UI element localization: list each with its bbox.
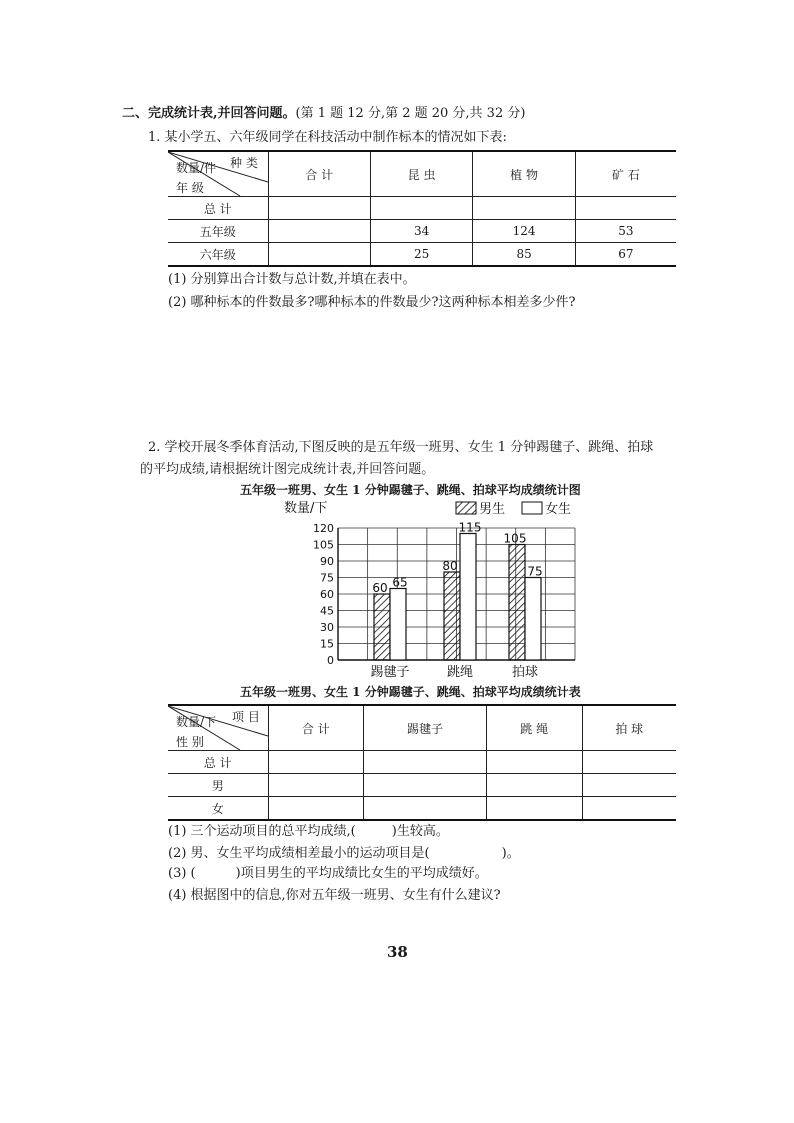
page-number: 38 bbox=[387, 943, 408, 961]
answer-cell[interactable] bbox=[370, 197, 472, 220]
answer-cell[interactable] bbox=[268, 797, 364, 821]
corner-top-label: 项 目 bbox=[232, 710, 260, 724]
q2-sub3 bbox=[168, 866, 488, 882]
corner-middle-label: 数量/件 bbox=[176, 161, 217, 175]
table-row bbox=[168, 197, 676, 220]
y-tick-label: 30 bbox=[320, 621, 334, 634]
answer-cell[interactable] bbox=[486, 774, 582, 797]
answer-cell[interactable] bbox=[486, 751, 582, 774]
data-label: 75 bbox=[527, 564, 543, 579]
answer-cell[interactable] bbox=[268, 197, 370, 220]
answer-cell[interactable] bbox=[268, 220, 370, 243]
chart-title: 五年级一班男、女生 1 分钟踢毽子、跳绳、拍球平均成绩统计图 bbox=[240, 483, 581, 497]
corner-bottom-label: 性 别 bbox=[176, 735, 204, 749]
column-header: 植 物 bbox=[473, 151, 575, 197]
q2-sub2 bbox=[168, 846, 520, 862]
corner-top-label: 种 类 bbox=[230, 156, 258, 170]
legend-label-girls: 女生 bbox=[545, 502, 572, 517]
bar-boys bbox=[444, 572, 460, 660]
answer-cell[interactable] bbox=[268, 243, 370, 267]
legend-swatch-boys bbox=[456, 502, 476, 514]
row-label: 男 bbox=[168, 774, 268, 797]
data-label: 115 bbox=[458, 520, 482, 535]
corner-middle-label: 数量/下 bbox=[176, 715, 217, 729]
sports-table bbox=[168, 704, 676, 821]
q1-stem: 1. 某小学五、六年级同学在科技活动中制作标本的情况如下表: bbox=[148, 130, 507, 145]
section-title: 二、完成统计表,并回答问题。 bbox=[122, 106, 296, 121]
data-label: 65 bbox=[392, 575, 408, 590]
q2-stem-line2: 的平均成绩,请根据统计图完成统计表,并回答问题。 bbox=[140, 462, 435, 477]
y-axis-label: 数量/下 bbox=[284, 501, 328, 516]
bar-girls bbox=[460, 534, 476, 661]
q2-sub1 bbox=[168, 824, 449, 840]
answer-cell[interactable] bbox=[575, 197, 676, 220]
bar-girls bbox=[525, 578, 541, 661]
answer-cell[interactable] bbox=[486, 797, 582, 821]
column-header: 合 计 bbox=[268, 151, 370, 197]
bar-boys bbox=[374, 594, 390, 660]
y-tick-label: 105 bbox=[313, 538, 334, 552]
q2-sub1-prefix: (1) 三个运动项目的总平均成绩,( bbox=[168, 824, 356, 839]
row-label: 六年级 bbox=[168, 243, 268, 267]
specimen-table bbox=[168, 150, 676, 267]
bar-chart bbox=[270, 496, 590, 682]
data-label: 105 bbox=[503, 531, 527, 546]
legend-label-boys: 男生 bbox=[479, 502, 506, 517]
row-label: 女 bbox=[168, 797, 268, 821]
column-header: 拍 球 bbox=[582, 705, 676, 751]
y-tick-label: 90 bbox=[320, 555, 334, 568]
column-header: 踢毽子 bbox=[364, 705, 487, 751]
data-label: 80 bbox=[442, 559, 458, 573]
y-tick-label: 15 bbox=[320, 637, 334, 651]
bar-boys bbox=[509, 545, 525, 661]
column-header: 跳 绳 bbox=[486, 705, 582, 751]
corner-bottom-label: 年 级 bbox=[176, 181, 204, 195]
q2-sub3-prefix: (3) ( bbox=[168, 866, 196, 881]
section-heading bbox=[122, 106, 525, 122]
value-cell: 34 bbox=[370, 220, 472, 243]
bar-girls bbox=[390, 589, 406, 661]
score-note: (第 1 题 12 分,第 2 题 20 分,共 32 分) bbox=[295, 106, 526, 121]
y-tick-label: 120 bbox=[313, 522, 334, 535]
table-corner-cell bbox=[168, 151, 268, 197]
table-row bbox=[168, 751, 676, 774]
value-cell: 53 bbox=[575, 220, 676, 243]
q2-sub1-suffix: )生较高。 bbox=[391, 824, 449, 839]
q2-sub2-suffix: )。 bbox=[501, 846, 520, 861]
answer-cell[interactable] bbox=[364, 797, 487, 821]
value-cell: 25 bbox=[370, 243, 472, 267]
answer-cell[interactable] bbox=[582, 774, 676, 797]
answer-cell[interactable] bbox=[364, 751, 487, 774]
x-tick-label: 踢毽子 bbox=[370, 665, 410, 680]
x-tick-label: 跳绳 bbox=[446, 665, 474, 680]
q1-sub2: (2) 哪种标本的件数最多?哪种标本的件数最少?这两种标本相差多少件? bbox=[168, 295, 576, 310]
table-row bbox=[168, 243, 676, 267]
x-tick-label: 拍球 bbox=[511, 665, 539, 680]
answer-cell[interactable] bbox=[268, 774, 364, 797]
value-cell: 124 bbox=[473, 220, 575, 243]
answer-cell[interactable] bbox=[268, 751, 364, 774]
answer-cell[interactable] bbox=[364, 774, 487, 797]
table-row bbox=[168, 220, 676, 243]
q1-sub1: (1) 分别算出合计数与总计数,并填在表中。 bbox=[168, 272, 416, 287]
column-header: 矿 石 bbox=[575, 151, 676, 197]
column-header: 昆 虫 bbox=[370, 151, 472, 197]
data-label: 60 bbox=[372, 581, 388, 595]
q2-sub4: (4) 根据图中的信息,你对五年级一班男、女生有什么建议? bbox=[168, 888, 501, 903]
y-tick-label: 0 bbox=[327, 654, 334, 667]
y-tick-label: 45 bbox=[320, 604, 334, 618]
row-label: 五年级 bbox=[168, 220, 268, 243]
row-label: 总 计 bbox=[168, 197, 268, 220]
table2-title: 五年级一班男、女生 1 分钟踢毽子、跳绳、拍球平均成绩统计表 bbox=[240, 685, 581, 699]
table-row bbox=[168, 774, 676, 797]
row-label: 总 计 bbox=[168, 751, 268, 774]
answer-cell[interactable] bbox=[473, 197, 575, 220]
answer-cell[interactable] bbox=[582, 751, 676, 774]
table-corner-cell bbox=[168, 705, 268, 751]
y-tick-label: 60 bbox=[320, 588, 334, 601]
q2-sub2-prefix: (2) 男、女生平均成绩相差最小的运动项目是( bbox=[168, 846, 430, 861]
value-cell: 85 bbox=[473, 243, 575, 267]
table-row bbox=[168, 797, 676, 821]
q2-stem-line1: 2. 学校开展冬季体育活动,下图反映的是五年级一班男、女生 1 分钟踢毽子、跳绳、拍球 bbox=[148, 440, 654, 455]
value-cell: 67 bbox=[575, 243, 676, 267]
legend-swatch-girls bbox=[522, 502, 542, 514]
answer-cell[interactable] bbox=[582, 797, 676, 821]
y-tick-label: 75 bbox=[320, 571, 334, 585]
q2-sub3-suffix: )项目男生的平均成绩比女生的平均成绩好。 bbox=[235, 866, 488, 881]
column-header: 合 计 bbox=[268, 705, 364, 751]
